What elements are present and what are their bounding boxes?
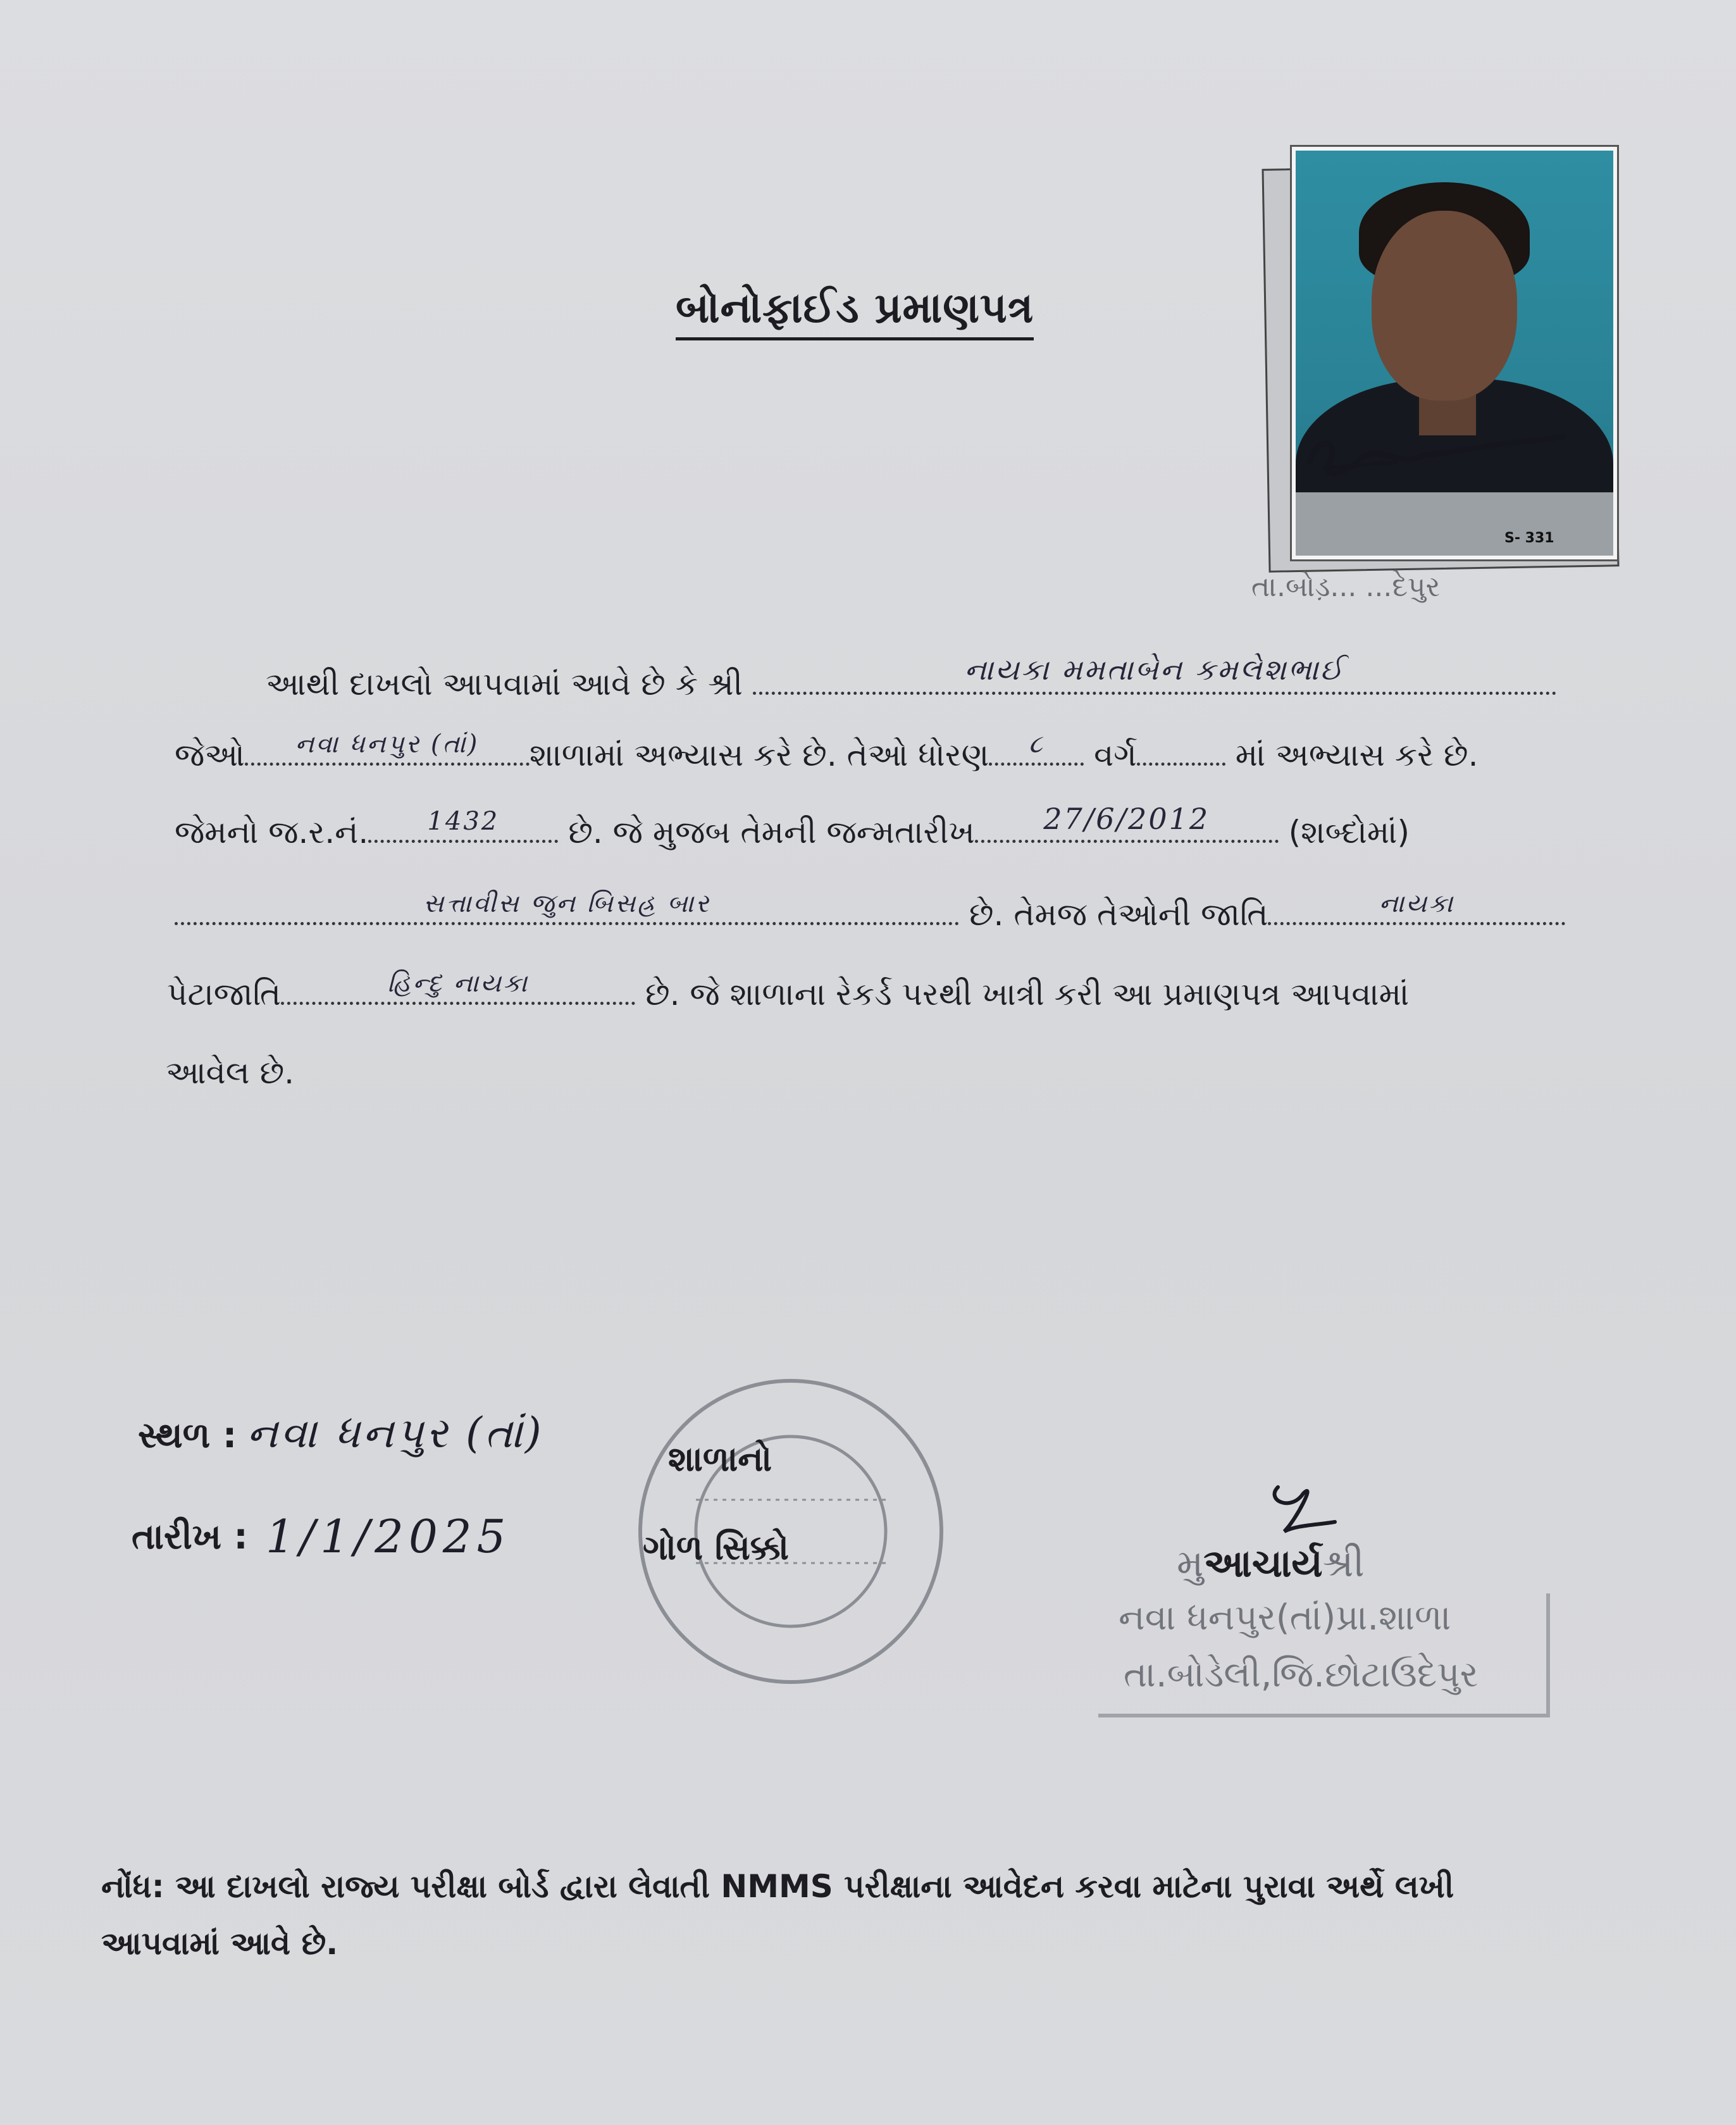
principal-stamp-line-2: તા.બોડેલી,જિ.છોટાઉદેપુર — [1124, 1654, 1479, 1695]
principal-signature-icon — [1259, 1474, 1341, 1550]
class-field — [1137, 734, 1225, 766]
photo-stamp-overlay — [1296, 492, 1613, 556]
caste-field — [1268, 889, 1565, 925]
std-handwritten: ૮ — [1028, 730, 1045, 759]
principal-title — [1177, 1542, 1365, 1586]
subcaste-handwritten: હિન્દુ નાયકા — [387, 969, 530, 998]
photo-signature-icon — [1303, 430, 1569, 487]
line2-suffix: માં અભ્યાસ કરે છે. — [1235, 737, 1479, 773]
line5-suffix: છે. જે શાળાના રેકર્ડ પરથી ખાત્રી કરી આ પ્રમાણપત્ર આપવામાં — [645, 976, 1410, 1013]
note-line-1: નોંધ: આ દાખલો રાજ્ય પરીક્ષા બોર્ડ દ્વારા લેવાતી NMMS પરીક્ષાના આવેદન કરવા માટેના પુરાવા અર્થે લખી — [101, 1868, 1454, 1905]
body-line-4 — [175, 889, 1565, 933]
line1-prefix: આથી દાખલો આપવામાં આવે છે કે શ્રી — [266, 666, 743, 702]
dob-field — [975, 802, 1279, 843]
seal-label-round-stamp: ગોળ સિક્કો — [643, 1528, 789, 1567]
seal-label-school: શાળાનો — [668, 1439, 772, 1479]
place-handwritten: નવા ધનપુર (તાં) — [247, 1409, 544, 1457]
line3-suffix: (શબ્દોમાં) — [1288, 814, 1410, 851]
student-photo — [1292, 147, 1617, 559]
line3-prefix: જેમનો જ.ર.નં. — [175, 814, 369, 851]
name-handwritten: નાયકા મમતાબેન કમલેશભાઈ — [964, 652, 1345, 687]
std-field — [989, 730, 1084, 766]
place-label: સ્થળ : — [138, 1415, 237, 1456]
body-line-3 — [175, 802, 1410, 851]
note-line-2: આપવામાં આવે છે. — [101, 1925, 338, 1962]
document-title: બોનોફાઈડ પ્રમાણપત્ર — [676, 284, 1034, 340]
photo-stamp-text: તા.બોડ઼... ...દેપુર — [1251, 571, 1441, 603]
line2-mid: શાળામાં અભ્યાસ કરે છે. તેઓ ધોરણ — [529, 737, 989, 773]
line2-mid2: વર્ગ — [1094, 737, 1137, 773]
principal-title-main: આચાર્ય — [1203, 1542, 1323, 1586]
body-line-6: આવેલ છે. — [166, 1054, 294, 1091]
subcaste-field — [281, 969, 635, 1005]
name-field — [753, 652, 1556, 695]
date-handwritten: 1/1/2025 — [266, 1510, 511, 1563]
principal-title-suffix: શ્રી — [1322, 1542, 1365, 1586]
photo-face-shape — [1372, 211, 1517, 401]
reg-no-handwritten: 1432 — [427, 807, 500, 836]
dob-words-field — [175, 889, 959, 925]
line5-prefix: પેટાજાતિ — [167, 976, 282, 1013]
line4-mid: છે. તેમજ તેઓની જાતિ — [969, 896, 1268, 933]
reg-no-field — [368, 807, 558, 843]
dob-handwritten: 27/6/2012 — [1043, 802, 1210, 836]
caste-handwritten: નાયકા — [1379, 889, 1455, 918]
line2-prefix: જેઓ — [175, 737, 245, 773]
principal-stamp-line-1: નવા ધનપુર(તાં)પ્રા.શાળા — [1119, 1597, 1451, 1638]
body-line-1 — [266, 652, 1556, 703]
photo-code: S- 331 — [1504, 530, 1554, 546]
date-label: તારીખ : — [132, 1516, 248, 1557]
dob-words-handwritten: સત્તાવીસ જુન બિસહ્ર બાર — [423, 889, 710, 918]
school-handwritten: નવા ધનપુર (તાં) — [295, 730, 480, 759]
school-field — [245, 730, 530, 766]
principal-title-prefix: મુ — [1177, 1542, 1204, 1586]
body-line-2 — [175, 730, 1479, 774]
line3-mid: છે. જે મુજબ તેમની જન્મતારીખ — [568, 814, 975, 851]
body-line-5 — [167, 969, 1410, 1013]
